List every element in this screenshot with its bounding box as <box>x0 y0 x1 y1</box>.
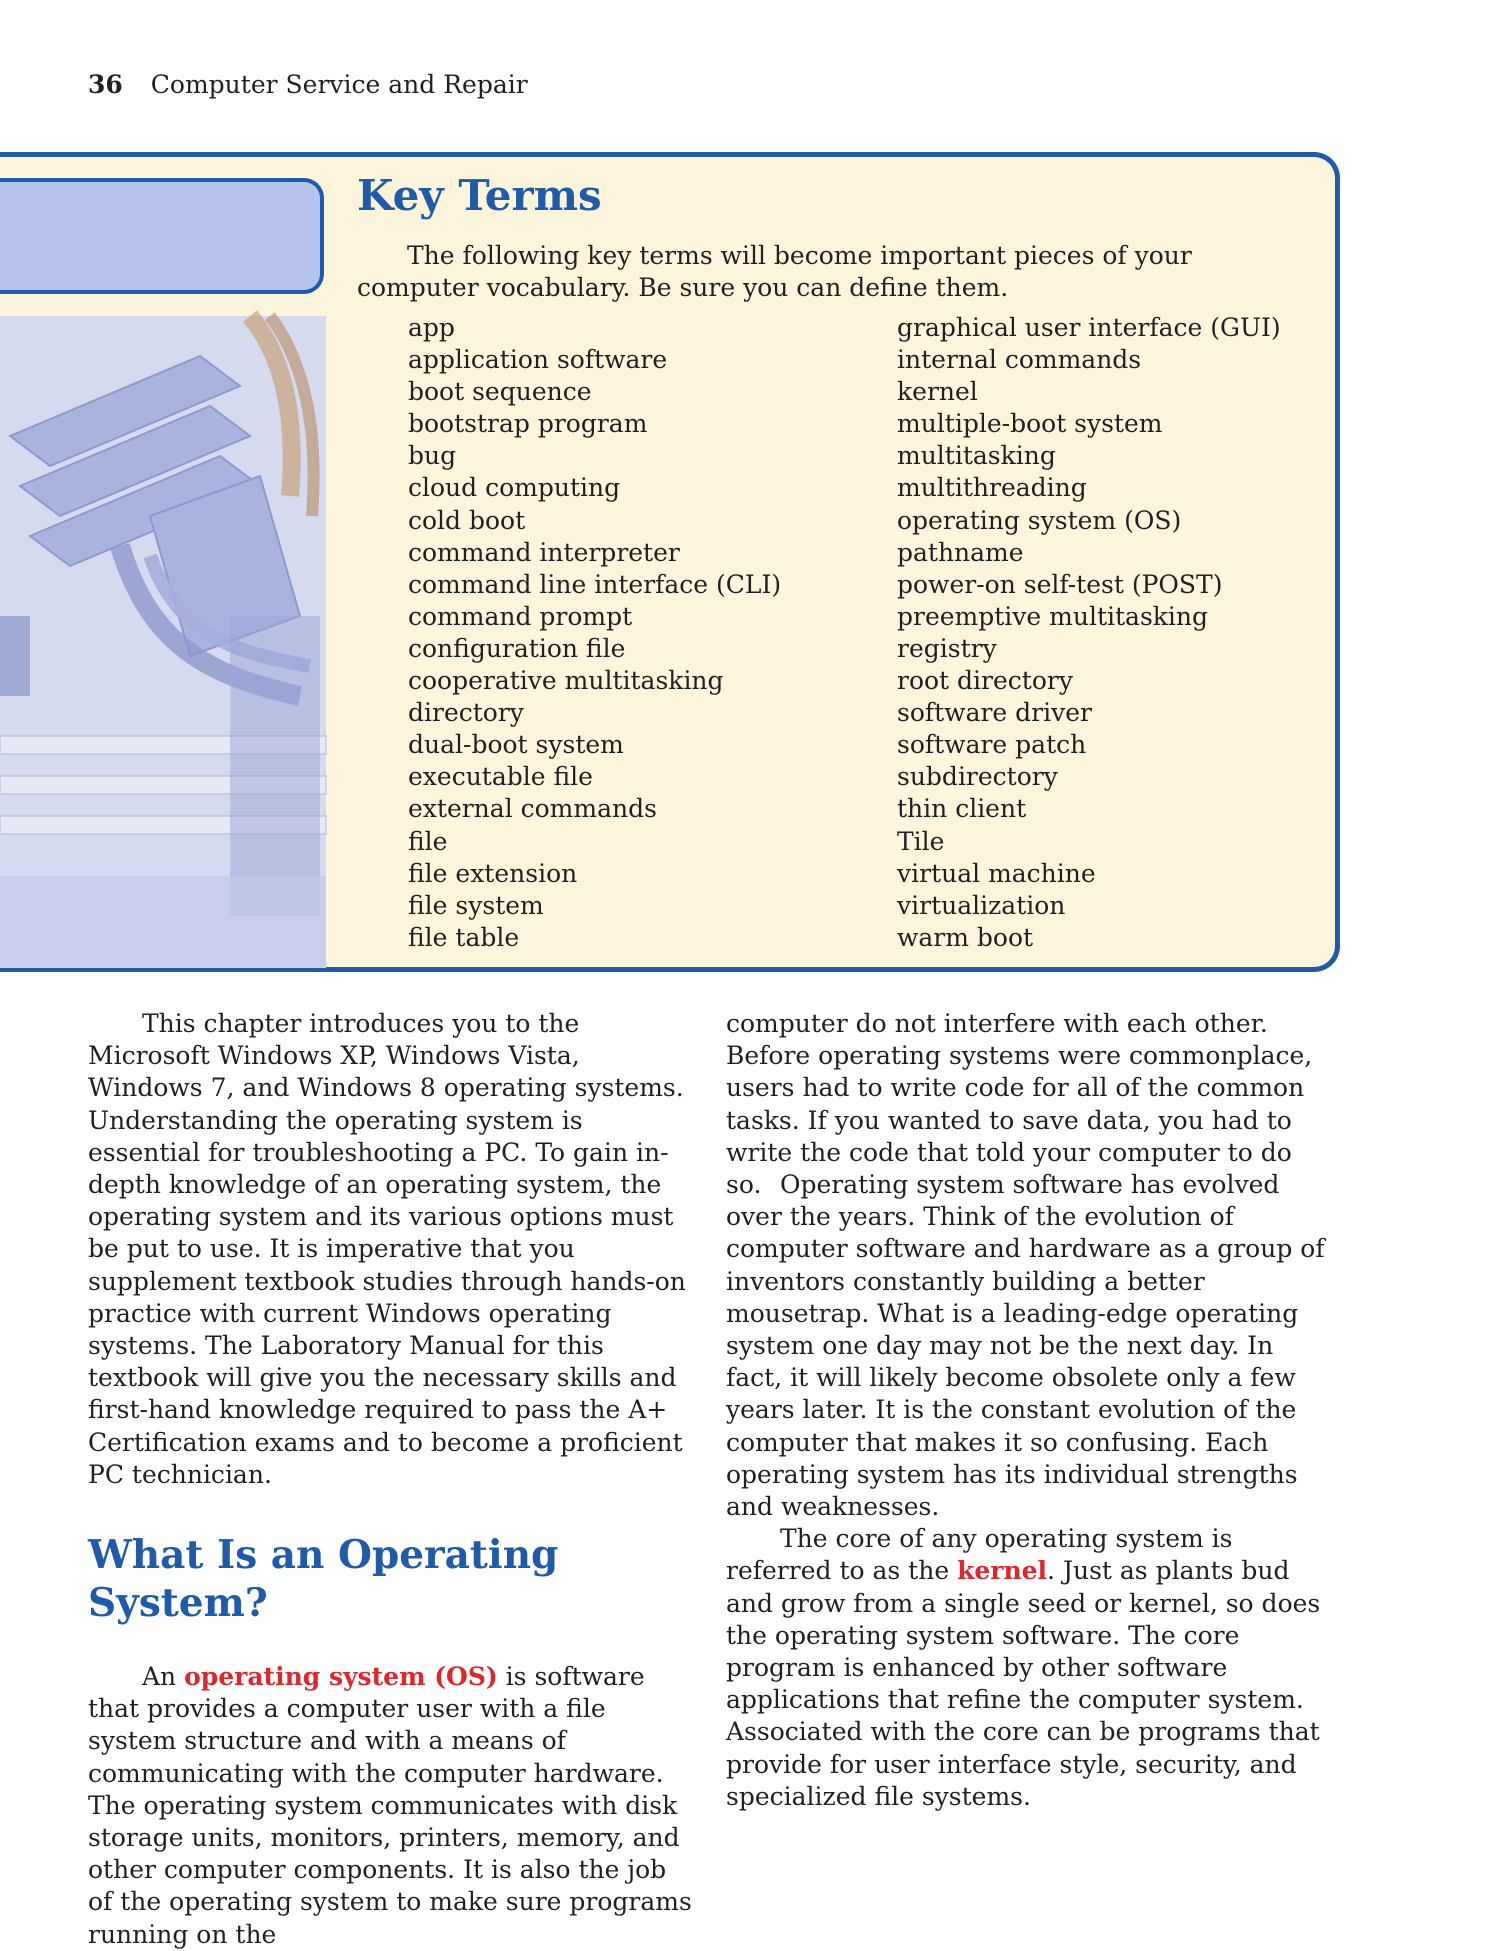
key-term-left-9: command prompt <box>408 601 633 631</box>
key-term-right-4: multitasking <box>897 441 1056 471</box>
kernel-para-rest: . Just as plants bud and grow from a single seed or kernel, so does the operating system software. The core program is enhanced by other software applications that refine the computer system. Associated with the core can be programs that provide for user interface style, security, and specialized file systems. <box>726 1556 1321 1811</box>
key-term-left-14: executable file <box>408 762 593 792</box>
key-term-left-4: bug <box>408 441 457 471</box>
key-term-left-3: bootstrap program <box>408 409 648 439</box>
body-left-column <box>88 1008 693 1949</box>
heatsink-illustration <box>0 316 326 968</box>
kernel-paragraph <box>726 1523 1331 1813</box>
key-term-right-7: pathname <box>897 537 1024 567</box>
key-term-right-2: kernel <box>897 377 978 407</box>
key-terms-intro: The following key terms will become important pieces of your computer vocabulary. Be sure you can define them. <box>357 241 1192 302</box>
os-para-lead: An <box>142 1662 185 1692</box>
key-term-left-5: cloud computing <box>408 473 621 503</box>
key-term-right-5: multithreading <box>897 473 1087 503</box>
key-term-left-19: file table <box>408 922 520 952</box>
os-definition-paragraph <box>88 1661 693 1949</box>
key-term-right-10: registry <box>897 633 997 663</box>
key-terms-tab <box>0 178 324 294</box>
key-term-right-12: software driver <box>897 698 1092 728</box>
key-term-right-11: root directory <box>897 666 1073 696</box>
os-para-rest: is software that provides a computer user with a file system structure and with a means of communicating with the computer hardware. The operating system communicates with disk storage units, monitors, printers, memory, and other computer components. It is also the job of the operating system to make sure programs running on the <box>88 1662 692 1949</box>
key-terms-right-column <box>897 312 1281 954</box>
key-term-left-16: file <box>408 826 448 856</box>
key-terms-left-column <box>408 312 781 954</box>
key-term-left-13: dual-boot system <box>408 730 624 760</box>
key-term-left-0: app <box>408 313 455 342</box>
key-term-right-17: virtual machine <box>897 858 1096 888</box>
key-term-right-19: warm boot <box>897 922 1034 952</box>
key-term-right-1: internal commands <box>897 345 1142 375</box>
key-term-left-12: directory <box>408 698 524 728</box>
key-term-right-15: thin client <box>897 794 1027 824</box>
key-term-left-7: command interpreter <box>408 537 680 567</box>
page-number: 36 <box>88 70 123 99</box>
key-term-left-18: file system <box>408 890 544 920</box>
key-terms-title: Key Terms <box>357 171 602 220</box>
key-term-right-9: preemptive multitasking <box>897 601 1209 631</box>
key-term-left-8: command line interface (CLI) <box>408 569 782 599</box>
key-term-left-15: external commands <box>408 794 657 824</box>
key-term-left-6: cold boot <box>408 505 526 535</box>
key-term-right-8: power-on self-test (POST) <box>897 569 1223 599</box>
key-term-right-14: subdirectory <box>897 762 1058 792</box>
body-right-column <box>726 1008 1331 1813</box>
key-term-left-2: boot sequence <box>408 377 592 407</box>
evolution-paragraph: Operating system software has evolved over the years. Think of the evolution of computer software and hardware as a group of inventors constantly building a better mousetrap. What is a leading-edge operating system one day may not be the next day. In fact, it will likely become obsolete only a few years later. It is the constant evolution of the computer that makes it so confusing. Each operating system has its individual strengths and weaknesses. <box>726 1170 1325 1522</box>
key-term-kernel: kernel <box>957 1556 1048 1586</box>
kernel-para-lead: The core of any operating system is referred to as the <box>726 1524 1233 1586</box>
book-title: Computer Service and Repair <box>150 70 528 99</box>
key-term-left-11: cooperative multitasking <box>408 666 724 696</box>
key-term-right-18: virtualization <box>897 890 1066 920</box>
key-term-right-3: multiple-boot system <box>897 409 1163 439</box>
key-term-left-1: application software <box>408 345 668 375</box>
motherboard-heatsink-image <box>0 316 326 968</box>
intro-paragraph: This chapter introduces you to the Microsoft Windows XP, Windows Vista, Windows 7, and Windows 8 operating systems. Understanding the operating system is essential for troubleshooting a PC. To gain in-depth knowledge of an operating system, the operating system and its various options must be put to use. It is imperative that you supplement textbook studies through hands-on practice with current Windows operating systems. The Laboratory Manual for this textbook will give you the necessary skills and first-hand knowledge required to pass the A+ Certification exams and to become a proficient PC technician. <box>88 1009 686 1489</box>
os-definition-continued <box>726 1008 1331 1200</box>
os-para-continued-text: computer do not interfere with each other. Before operating systems were commonplace, users had to write code for all of the common tasks. If you wanted to save data, you had to write the code that told your computer to do so. <box>726 1009 1313 1200</box>
key-term-right-6: operating system (OS) <box>897 505 1182 535</box>
key-term-left-10: configuration file <box>408 633 626 663</box>
key-term-right-13: software patch <box>897 730 1087 760</box>
running-header <box>88 70 528 100</box>
key-term-left-17: file extension <box>408 858 578 888</box>
key-term-right-16: Tile <box>897 826 945 856</box>
key-term-right-0: graphical user interface (GUI) <box>897 313 1281 342</box>
section-heading: What Is an Operating System? <box>88 1532 559 1627</box>
key-term-operating-system: operating system (OS) <box>184 1662 498 1692</box>
